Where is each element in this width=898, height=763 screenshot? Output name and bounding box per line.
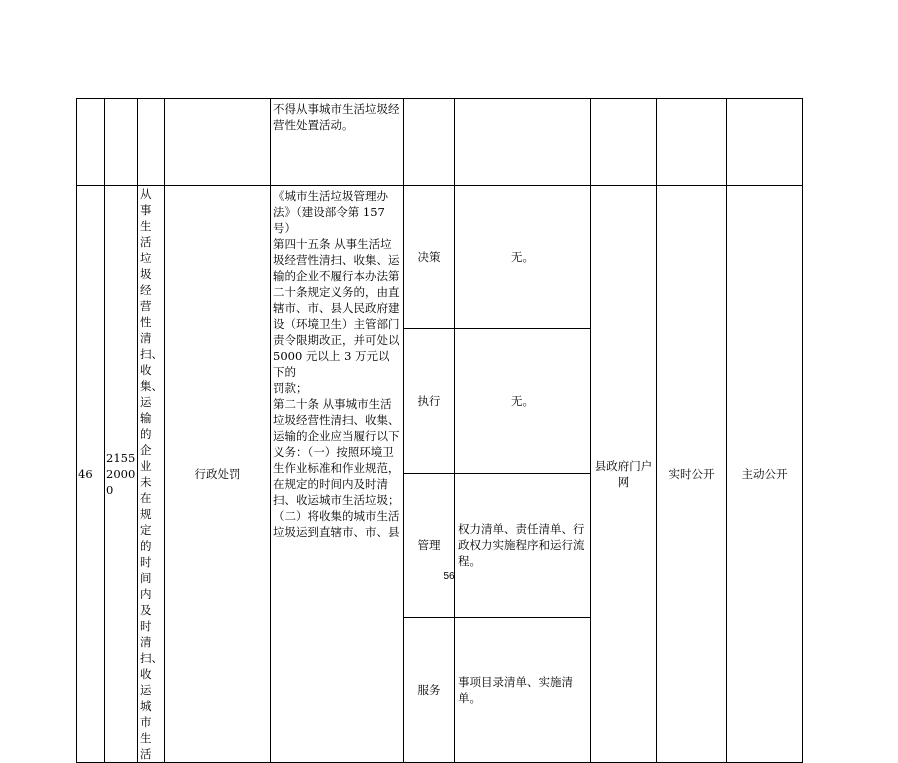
cell-basis-prev	[271, 99, 404, 186]
basis-line: 设（环境卫生）主管部门	[273, 317, 400, 331]
cell-item-code	[105, 186, 138, 763]
cell-mode	[727, 186, 803, 763]
cell-no-prev	[77, 99, 105, 186]
cell-time	[657, 186, 727, 763]
cell-time-prev	[657, 99, 727, 186]
cell-name-prev	[138, 99, 165, 186]
basis-text-prev: 不得从事城市生活垃圾经营性处置活动。	[273, 102, 400, 132]
cell-channel-prev	[591, 99, 657, 186]
stage-label: 决策	[417, 250, 441, 264]
stage-content: 无。	[511, 393, 534, 408]
stage-label: 管理	[417, 538, 441, 553]
stage-content: 无。	[511, 250, 534, 264]
basis-line: 《城市生活垃圾管理办	[273, 189, 388, 203]
cell-stage-execution	[404, 329, 455, 474]
stage-content: 权力清单、责任清单、行政权力实施程序和运行流程。	[458, 522, 585, 569]
basis-line: 责令限期改正，并可处以	[273, 333, 400, 347]
disclosure-mode: 主动公开	[741, 467, 788, 481]
item-code: 215520000	[106, 451, 136, 497]
cell-type-prev	[165, 99, 271, 186]
cell-stage-decision	[404, 186, 455, 329]
disclosure-time: 实时公开	[668, 467, 715, 481]
basis-line: 义务：（一）按照环境卫	[273, 445, 394, 459]
basis-line: 运输的企业应当履行以下	[273, 429, 400, 443]
cell-content-service	[455, 618, 591, 763]
page-number: 56	[443, 571, 455, 582]
basis-line: 垃圾运到直辖市、市、县	[273, 525, 400, 539]
cell-mode-prev	[727, 99, 803, 186]
disclosure-table	[76, 98, 803, 763]
basis-line: 垃圾经营性清扫、收集、	[273, 413, 400, 427]
basis-line: （二）将收集的城市生活	[273, 509, 400, 523]
cell-stage-prev	[404, 99, 455, 186]
cell-legal-basis	[271, 186, 404, 763]
basis-line: 辖市、市、县人民政府建	[273, 301, 400, 315]
disclosure-channel: 县政府门户网	[594, 459, 653, 489]
cell-content-prev	[455, 99, 591, 186]
basis-line: 第二十条 从事城市生活	[273, 397, 392, 411]
basis-line: 圾经营性清扫、收集、运	[273, 253, 400, 267]
basis-line: 在规定的时间内及时清	[273, 477, 388, 491]
basis-line: 生作业标准和作业规范，	[273, 461, 400, 475]
basis-line: 第四十五条 从事生活垃	[273, 237, 392, 251]
cell-code-prev	[105, 99, 138, 186]
cell-item-number	[77, 186, 105, 763]
table-row	[77, 186, 803, 329]
item-name: 从事生活垃圾经营性清扫、收集、运输的企业未在规定的时间内及时清扫、收运城市生活	[140, 187, 163, 761]
cell-content-decision	[455, 186, 591, 329]
basis-line: 扫、收运城市生活垃圾；	[273, 493, 400, 507]
basis-line: 罚款；	[273, 381, 308, 395]
basis-line: 输的企业不履行本办法第	[273, 269, 400, 283]
basis-line: 二十条规定义务的，由直	[273, 285, 400, 299]
stage-label: 执行	[417, 393, 441, 408]
cell-stage-management	[404, 473, 455, 618]
basis-line: 5000 元以上 3 万元以下的	[273, 349, 390, 379]
item-number: 46	[78, 467, 93, 481]
cell-content-management	[455, 473, 591, 618]
cell-item-type	[165, 186, 271, 763]
cell-stage-service	[404, 618, 455, 763]
cell-item-name	[138, 186, 165, 763]
basis-line: 法》（建设部令第 157 号）	[273, 205, 385, 235]
cell-channel	[591, 186, 657, 763]
stage-label: 服务	[417, 683, 441, 698]
stage-content: 事项目录清单、实施清单。	[458, 675, 573, 706]
table-row-prev	[77, 99, 803, 186]
item-type: 行政处罚	[194, 467, 241, 481]
cell-content-execution	[455, 329, 591, 474]
